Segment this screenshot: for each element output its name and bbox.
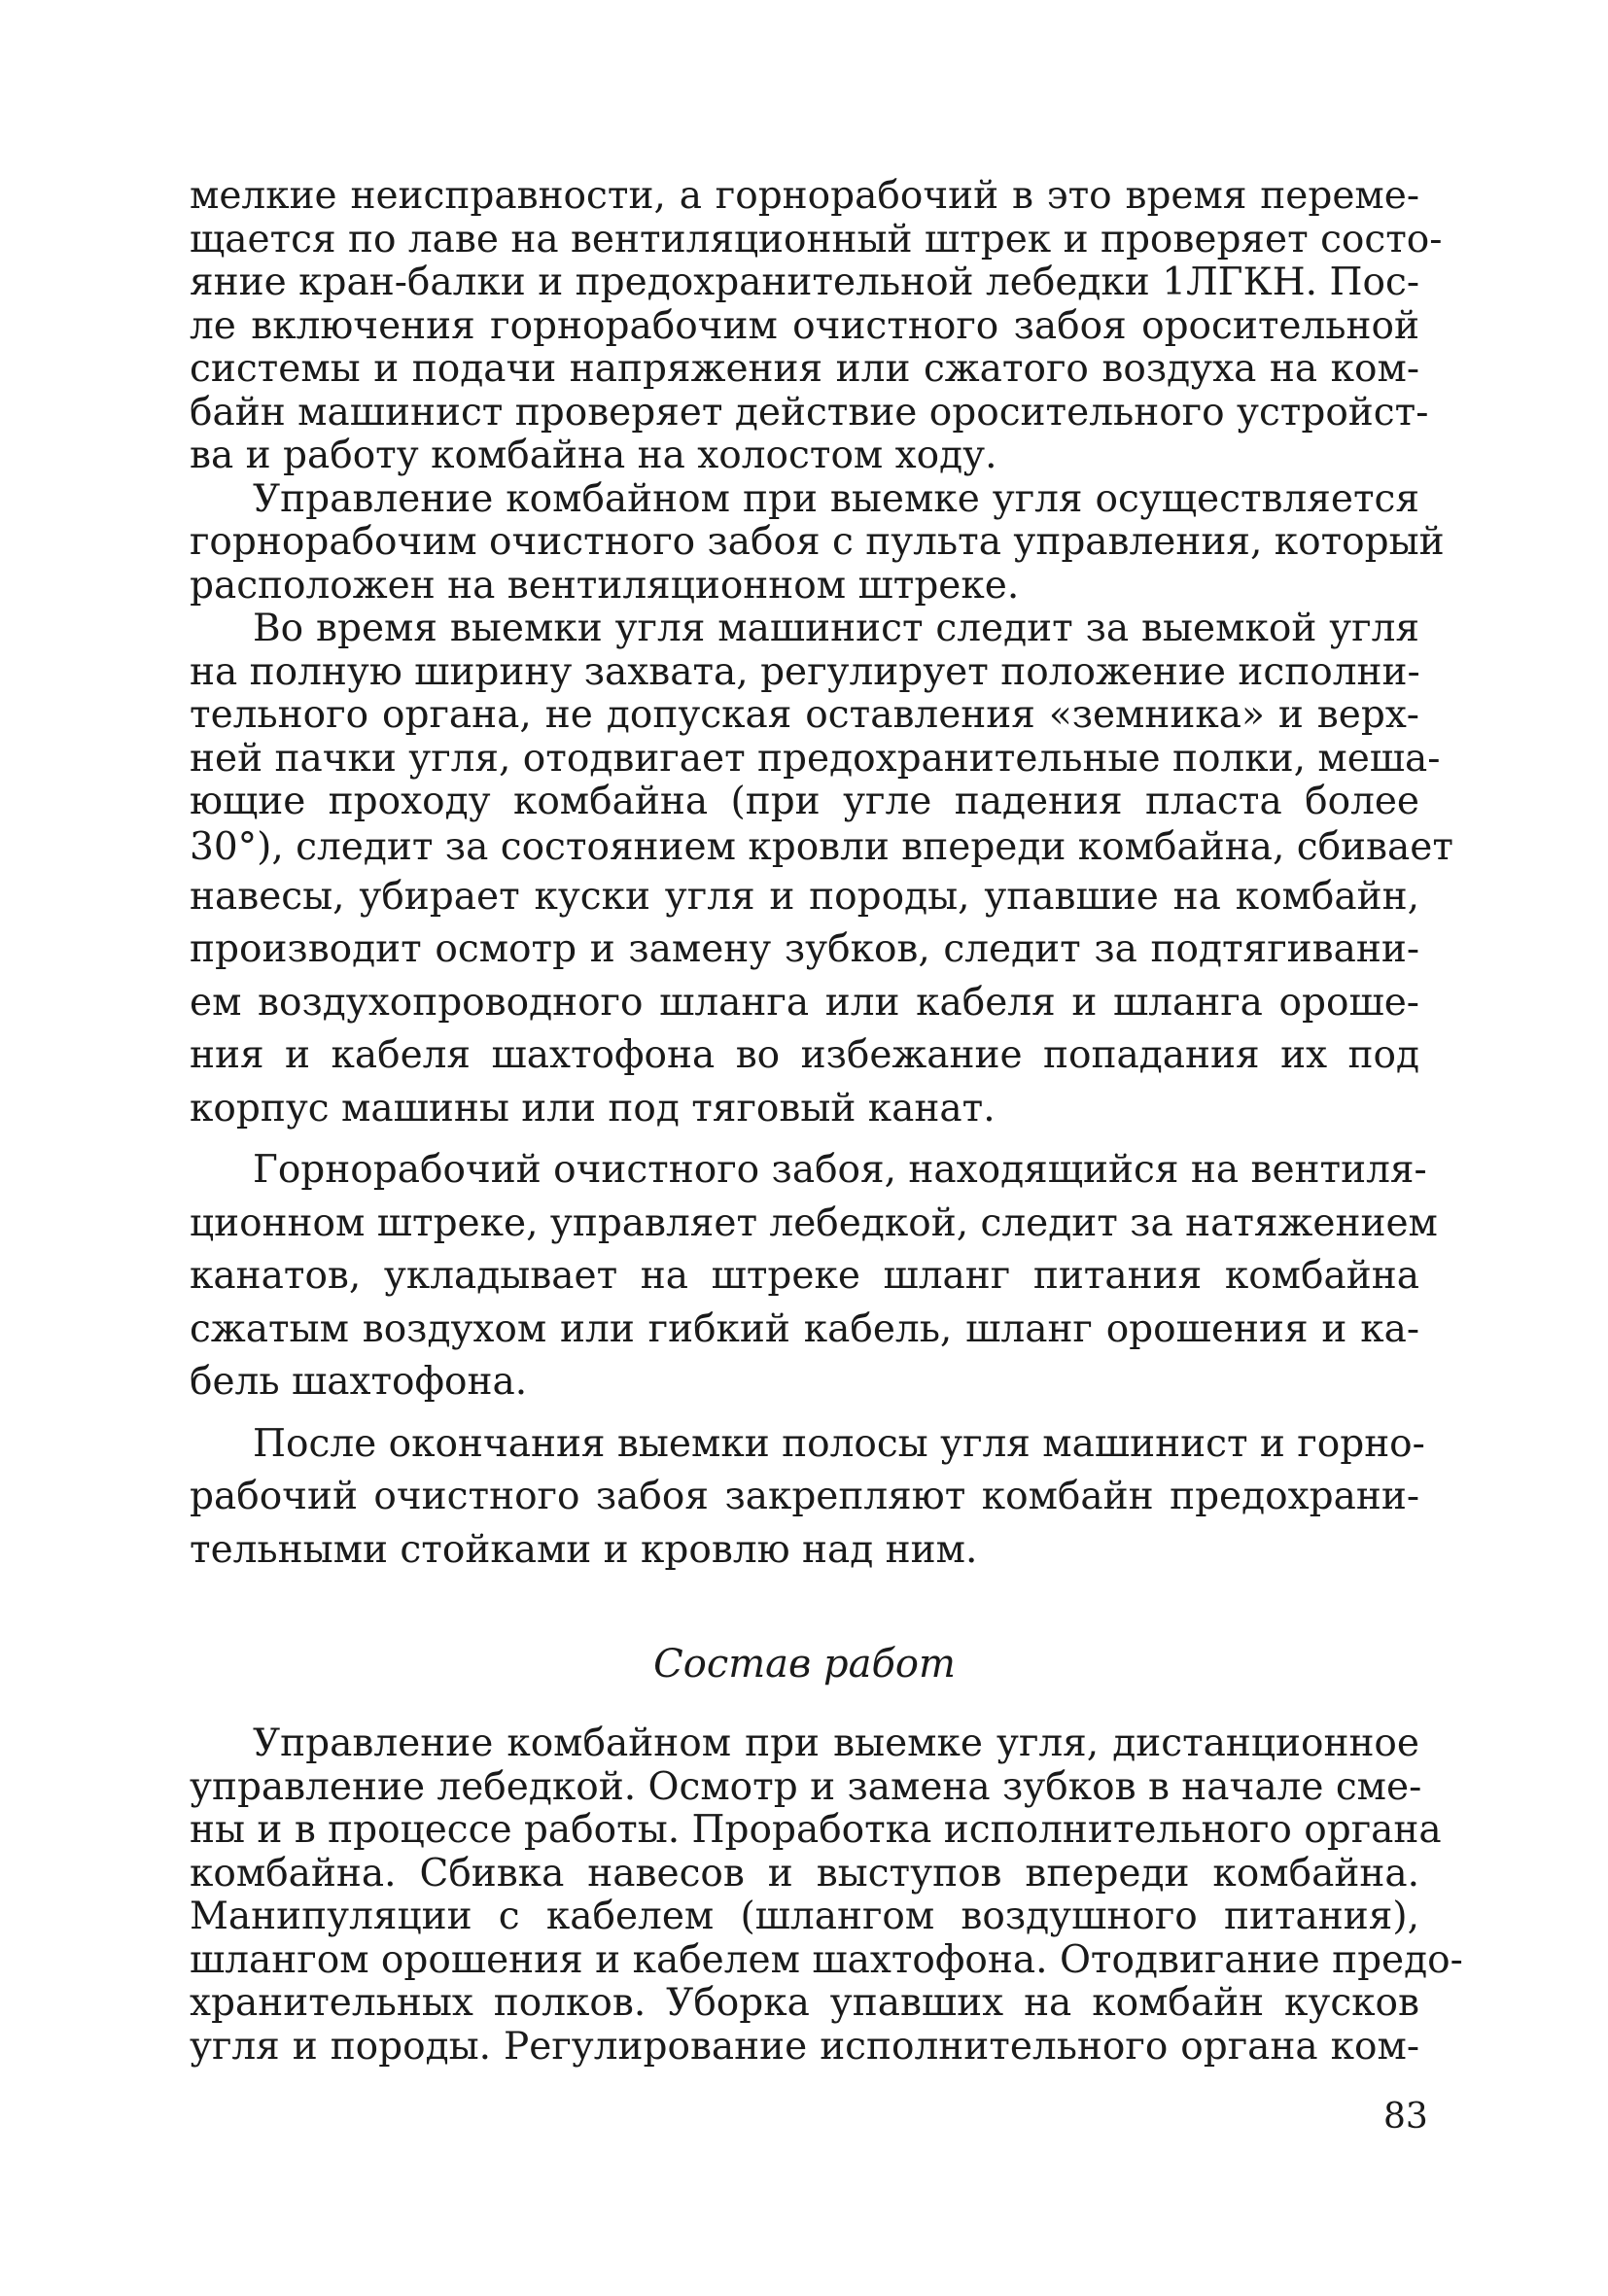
paragraph-3 [190,607,1453,1135]
paragraph-gap [190,1135,1419,1144]
text-line: Манипуляции с кабелем (шлангом воздушного питания), [190,1895,1419,1938]
paragraph-5 [190,1418,1425,1578]
text-line: хранительных полков. Уборка упавших на комбайн кусков [190,1981,1419,2025]
text-line: ния и кабеля шахтофона во избежание попадания их под [190,1033,1419,1077]
text-line: расположен на вентиляционном штреке. [190,563,1020,608]
text-line: ва и работу комбайна на холостом ходу. [190,434,997,477]
text-line: угля и породы. Регулирование исполнительного органа ком- [190,2024,1419,2069]
document-page [190,174,1463,2069]
text-line: на полную ширину захвата, регулирует положение исполни- [190,649,1420,694]
text-line: шлангом орошения и кабелем шахтофона. Отодвигание предо- [190,1937,1463,1982]
text-line: щается по лаве на вентиляционный штрек и проверяет состо- [190,217,1443,261]
text-line: ционном штреке, управляет лебедкой, следит за натяжением [190,1200,1438,1245]
text-line: бель шахтофона. [190,1360,528,1404]
text-line: навесы, убирает куски угля и породы, упавшие на комбайн, [190,874,1419,919]
text-line: тельного органа, не допуская оставления «земника» и верх- [190,693,1419,737]
text-line: Во время выемки угля машинист следит за выемкой угля [253,607,1419,650]
text-line: ющие проходу комбайна (при угле падения пласта более [190,780,1419,823]
text-line: сжатым воздухом или гибкий кабель, шланг орошения и ка- [190,1306,1419,1351]
text-line: корпус машины или под тяговый канат. [190,1086,996,1131]
text-line: производит осмотр и замену зубков, следит за подтягивани- [190,927,1419,971]
text-line: рабочий очистного забоя закрепляют комбайн предохрани- [190,1475,1419,1518]
text-line: ны и в процессе работы. Проработка исполнительного органа [190,1808,1442,1852]
text-line: тельными стойками и кровлю над ним. [190,1527,978,1572]
paragraph-4 [190,1144,1438,1409]
text-line: комбайна. Сбивка навесов и выступов впереди комбайна. [190,1851,1419,1896]
text-line: ле включения горнорабочим очистного забоя оросительной [190,303,1419,348]
text-line: После окончания выемки полосы угля машинист и горно- [253,1421,1425,1466]
paragraph-gap [190,1409,1419,1418]
text-line: ем воздухопроводного шланга или кабеля и шланга ороше- [190,980,1419,1025]
text-line: ней пачки угля, отодвигает предохранительные полки, меша- [190,736,1441,781]
text-line: канатов, укладывает на штреке шланг питания комбайна [190,1254,1419,1298]
section-heading: Состав работ [653,1642,956,1687]
text-line: мелкие неисправности, а горнорабочий в это время переме- [190,174,1419,218]
text-line: управление лебедкой. Осмотр и замена зубков в начале сме- [190,1764,1422,1809]
text-line: горнорабочим очистного забоя с пульта управления, который [190,520,1445,564]
paragraph-1 [190,174,1443,478]
text-line: яние кран-балки и предохранительной лебедки 1ЛГКН. Пос- [190,261,1419,304]
text-line: Горнорабочий очистного забоя, находящийся на вентиля- [253,1148,1427,1192]
text-line: байн машинист проверяет действие оросительного устройст- [190,390,1429,435]
paragraph-2 [190,476,1445,609]
text-line: системы и подачи напряжения или сжатого воздуха на ком- [190,347,1419,391]
text-line: Управление комбайном при выемке угля, дистанционное [253,1722,1419,1765]
page-number: 83 [1383,2097,1428,2137]
text-line: 30°), следит за состоянием кровли впереди комбайна, сбивает [190,824,1453,869]
text-line: Управление комбайном при выемке угля осуществляется [253,476,1419,521]
section-paragraph [190,1722,1463,2069]
